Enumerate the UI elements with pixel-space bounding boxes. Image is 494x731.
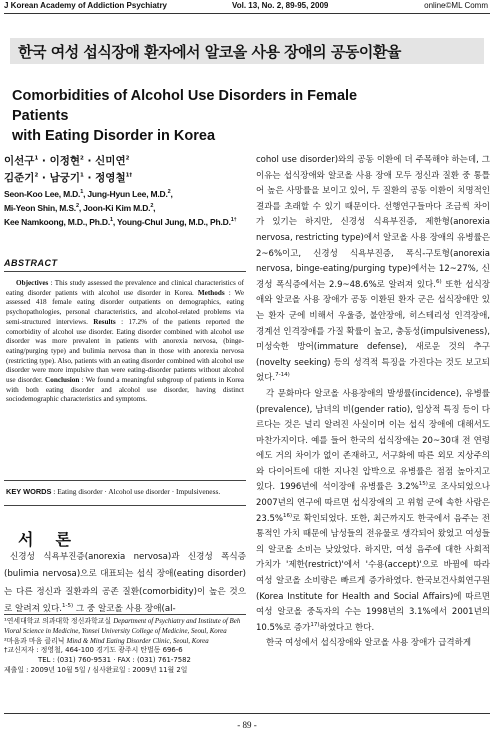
author-affil: 1† [230,217,237,224]
citation: 7-14) [275,372,290,379]
page-number: - 89 - [237,720,257,730]
footnote-ko: ¹연세대학교 의과대학 정신과학교실 [4,617,111,625]
author-ko: 남궁기 [49,172,81,184]
author-affil: 1† [125,172,133,179]
citation: 1-5) [62,603,74,610]
keywords-block [4,480,246,506]
citation: 17) [310,621,320,628]
author-sep: · [83,155,96,167]
author-affil: 2 [125,155,130,162]
footnote-line-5: 제출일 : 2009년 10월 5일 / 심사완료일 : 2009년 11월 2일 [4,665,188,674]
right-paragraph-3 [256,636,490,652]
footnote-line-1 [4,617,246,637]
body-text: 또한 섭식장애와 알코올 사용 장애가 공동 이환된 환자 군은 섭식장애만 있는 환자 군에 비해서 우울증, 불안장애, 히스테리성 인격장애, 경계선 인격장애를 가질 확률이 높고, 충동성(impulsiveness), 미성숙한 방어(immature defense), 새로운 것의 추구(novelty seeking) 등의 성격적 특징을 가진다는 것도 보고되었다. [256,279,490,384]
author-ko: 이정현 [49,155,81,167]
intro-text: 그 중 알코올 사용 장애(al- [73,603,176,614]
abstract-body [6,279,244,405]
abstract-conclusion-label: Conclusion [45,376,80,385]
author-sep: · [83,172,96,184]
author-en: Mi-Yeon Shin, M.S. [4,203,76,213]
author-en: , Young-Chul Jung, M.D., Ph.D. [112,217,231,227]
journal-name: J Korean Academy of Addiction Psychiatry [4,1,168,10]
author-sep: · [38,172,50,184]
authors-ko-line-1 [4,153,244,170]
english-title-line-1: Comorbidities of Alcohol Use Disorders in Female Patients [12,88,358,124]
authors-en-line-2: Mi-Yeon Shin, M.S.$^2$, Joon-Ki Kim M.D.$^2$, [4,203,156,213]
authors-en-line-3 [4,215,244,229]
body-text: 로 확인되었다. 또한, 최근까지도 한국에서 음주는 전통적인 가치 때문에 남성들의 전유물로 생각되어 왔었고 여성들의 알코올 소비는 낮았었다. 하지만, 여성 음주에 대한 사회적 가치가 '제한(restrict)'에서 '수용(accept)'으로 바뀜에 따라 여성 알코올 소비량은 빠르게 증가하였다. 한국보건사회연구원(Korea Institute for Health and Social Affairs)에 따르면 여성 알코올 중독자의 수는 1998년의 3.1%에서 2001년의 10.5%로 증가 [256,513,490,633]
citation: 6) [435,278,442,285]
journal-volume: Vol. 13, No. 2, 89-95, 2009 [232,1,329,10]
body-text: 한국 여성에서 섭식장애와 알코올 사용 장애가 급격하게 [266,638,472,649]
author-affil: 1 [80,189,84,196]
right-paragraph-1 [256,153,490,387]
body-text: 각 문화마다 알코올 사용장애의 발생률(incidence), 유병률(prevalence), 남녀의 비(gender ratio), 임상적 특징 등이 다르다는 것은 널리 알려진 사실이며 이는 섭식 장애에 대해서도 마찬가지이다. 예를 들어 한국의 섭식장애는 20~30대 전 연령에도 거의 차이가 없이 존재하고, 서구화에 따른 외모 지상주의와 다이어트에 대한 지나친 압박으로 유병률은 점점 높아지고 있다. 1996년에 석이장애 유병률은 3.2% [256,388,490,493]
body-text: 하였다고 한다. [319,622,375,633]
footnote-line-4: TEL : (031) 760-9531 · FAX : (031) 761-7582 [38,656,191,665]
right-paragraph-2 [256,387,490,637]
keywords-text: : Eating disorder · Alcohol use disorder · Impulsiveness. [51,487,221,496]
citation: 16) [283,512,293,519]
abstract-objectives-label: Objectives [16,279,49,287]
section-title-introduction: 서론 [18,530,93,549]
header-rule [4,13,490,14]
affiliation-footnote [4,614,246,676]
author-ko: 이선구 [4,155,35,167]
intro-left-paragraph [4,549,246,618]
korean-title: 한국 여성 섭식장애 환자에서 알코올 사용 장애의 공동이환율 [10,38,484,64]
author-sep: · [38,155,50,167]
authors-ko-line-2 [4,170,244,187]
online-label: online©ML Comm [424,1,488,10]
author-affil: 2 [167,189,171,196]
english-title [12,86,412,146]
author-en: , Joon-Ki Kim M.D. [78,203,151,213]
footer-rule [4,713,490,714]
authors-en-line-1: Seon-Koo Lee, M.D.$^1$, Jung-Hyun Lee, M.D.$^2$, [4,189,173,199]
author-affil: 2 [75,203,79,210]
abstract-objectives: : This study assessed the prevalence and clinical characteristics of eating disorder patients with alcohol use disorder in Korea. [6,279,244,297]
author-en: Kee Namkoong, M.D., Ph.D. [4,217,110,227]
intro-right-column [256,153,490,652]
keywords-label: KEY WORDS [6,487,52,496]
author-affil: 1 [34,155,39,162]
author-affil: 1 [80,172,84,179]
abstract-results: : 17.2% of the patients reported the comorbidity of alcohol use disorder. Eating disorder combined with alcohol use disorder was more prevalent in patients with anorexia nervosa, (binge-eating/purging type) and bulimia nervosa than in those with anorexia nervosa (restricting type). Also, patients with an eating disorder combined with alcohol use disorder were more impulsive than were eating-disorder patients without alcohol use disorder. [6,317,245,385]
abstract-heading: ABSTRACT [4,258,246,272]
author-en: , Jung-Hyun Lee, M.D. [83,189,168,199]
abstract-methods: : We assessed 418 female eating disorder outpatients on demographics, eating psychopathologies, personal characteristics, and alcohol-related problems via semi-structured interviews. [6,288,245,326]
author-affil: 2 [150,203,154,210]
footnote-line-3: †교신저자 : 정영철, 464-100 경기도 광주시 탄벌동 696-6 [4,646,183,655]
abstract-results-label: Results [93,317,116,326]
author-ko: 정영철 [95,172,126,184]
author-ko: 김준기 [4,172,35,184]
author-list [4,153,244,229]
body-text: cohol use disorder)와의 공동 이환에 더 주목해야 하는데, 그 이유는 섭식장애와 알코올 사용 장애 모두 정신과 질환 중 통틀어 높은 사망률을 보이고 있어, 두 질환의 공동 이환이 치명적인 결과를 초래할 수 있기 때문이다. 선행연구들마다 조금씩 차이가 있기는 하지만, 신경성 식욕부진증, 제한형(anorexia nervosa, restricting type)에서 알코올 사용 장애의 유병률은 2~6%이고, 신경성 식욕부진증, 폭식-구토형(anorexia nervosa, binge-eating/purging type)에서는 12~27%, 신경성 폭식증에서는 2.9~48.6%로 알려져 있다. [256,155,490,290]
abstract-methods-label: Methods [197,288,225,297]
author-ko: 신미연 [95,155,126,167]
keywords-row [6,487,246,497]
abstract-conclusion: : We found a meaningful subgroup of patients in Korea with both eating disorder and alcohol use disorder, having distinct sociodemographic characteristics and symptoms. [6,376,245,404]
author-affil: 1 [110,217,113,224]
footnote-en: Department of Psychiatry and Institute of Beh Vioral Science in Medicine, Yonsei University College of Medicine, Seoul, Korea [4,618,241,635]
author-en: Seon-Koo Lee, M.D. [4,189,81,199]
author-affil: 2 [80,155,84,162]
footnote-ko: ²마음과 마음 클리닉 [4,636,65,645]
author-affil: 2 [34,172,39,179]
english-title-line-2: with Eating Disorder in Korea [12,128,216,144]
body-text: 로 조사되었으나 2007년의 연구에 따르면 섭식장애의 고 위험 군에 속한 사람은 23.5% [256,482,490,524]
footnote-en: Mind & Mind Eating Disorder Clinic, Seoul, Korea [66,637,209,645]
citation: 15) [418,481,428,488]
intro-text: 신경성 식욕부진증(anorexia nervosa)과 신경성 폭식증(bulimia nervosa)으로 대표되는 섭식 장애(eating disorder)는 다른 정신과 질환과의 공존 질환(comorbidity)이 높은 것으로 알려져 있다. [4,552,246,614]
footnote-line-2 [4,637,246,647]
